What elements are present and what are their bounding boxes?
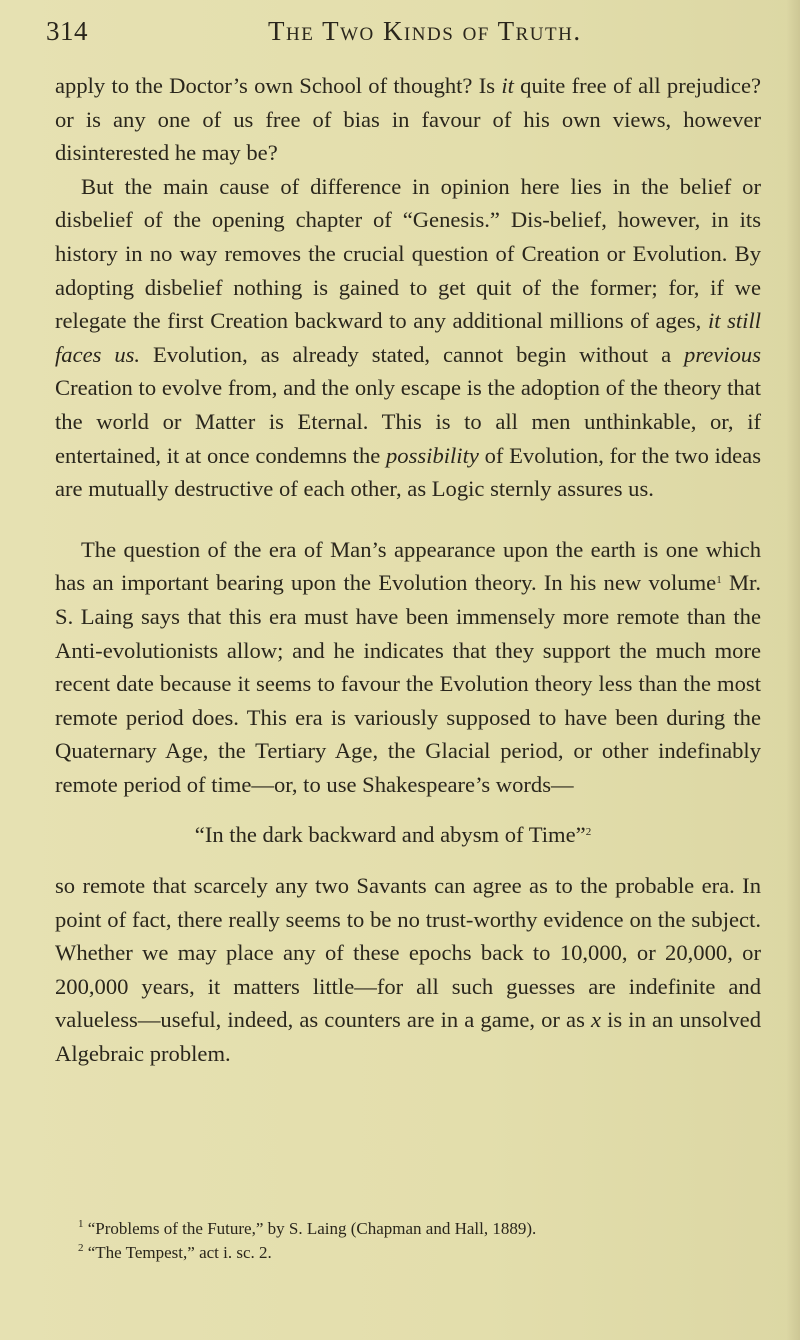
paragraph-1-italic: it xyxy=(501,73,514,98)
paragraph-2-text-a: But the main cause of difference in opinion here lies in the belief or disbelief of the opening chapter of “Genesis.” Dis-belief, however, in its history in no way removes the crucial question of Creation or Evolution. By adopting disbelief nothing is gained to get quit of the former; for, if we relegate the first Creation backward to any additional millions of ages, xyxy=(55,173,761,334)
paragraph-spacer xyxy=(55,506,761,533)
paragraph-2-text-c: Creation to evolve from, and the only escape is the adoption of the theory that the world or Matter is Eternal. This is to all men unthinkable, or, if entertained, it at once condemns the xyxy=(55,375,761,468)
paragraph-4 xyxy=(55,869,761,1071)
paragraph-4-text-b: is in an unsolved Algebraic problem. xyxy=(55,1007,761,1067)
footnote-2-text: “The Tempest,” act i. sc. 2. xyxy=(83,1243,272,1262)
body-text xyxy=(55,69,761,1071)
paragraph-4-text-a: so remote that scarcely any two Savants can agree as to the probable era. In point of fact, there really seems to be no trust-worthy evidence on the subject. Whether we may place any of these epochs back to 10,000, or 20,000, or 200,000 years, it matters little—for all such guesses are indefinite and valueless—useful, indeed, as counters are in a game, or as xyxy=(55,873,761,1033)
paragraph-2-italic-a: it still faces us. xyxy=(55,308,761,367)
paragraph-2-text-b: Evolution, as already stated, cannot begin without a xyxy=(140,341,685,367)
quotation-text: “In the dark backward and abysm of Time” xyxy=(194,822,586,848)
paragraph-2-italic-c: possibility xyxy=(386,442,479,468)
footnote-1-marker: 1 xyxy=(78,1218,84,1230)
paragraph-1-text-a: apply to the Doctor’s own School of thought? Is xyxy=(55,73,502,98)
running-title: The Two Kinds of Truth. xyxy=(268,16,582,46)
paragraph-2-italic-b: previous xyxy=(684,341,761,367)
footnotes xyxy=(78,1217,758,1265)
footnote-1 xyxy=(78,1217,758,1241)
footnote-1-text: “Problems of the Future,” by S. Laing (Chapman and Hall, 1889). xyxy=(83,1219,537,1238)
footnote-2 xyxy=(78,1241,758,1265)
page-number: 314 xyxy=(46,16,88,46)
paragraph-1 xyxy=(55,69,761,170)
paragraph-2 xyxy=(55,170,761,506)
footnote-2-marker: 2 xyxy=(78,1242,84,1254)
footnote-ref-2[interactable]: 2 xyxy=(585,826,592,839)
paragraph-4-italic: x xyxy=(590,1007,602,1033)
paragraph-2-text-d: of Evolution, for the two ideas are mutually destructive of each other, as Logic sternly assures us. xyxy=(55,442,761,502)
page-edge-shadow xyxy=(786,0,800,1340)
paragraph-1-text-b: quite free of all prejudice? or is any one of us free of bias in favour of his own views, however disinterested he may be? xyxy=(55,73,762,166)
footnote-ref-1[interactable]: 1 xyxy=(716,574,722,587)
paragraph-3 xyxy=(55,533,761,802)
paragraph-3-text-b: Mr. S. Laing says that this era must have been immensely more remote than the Anti-evolutionists allow; and he indicates that they support the much more recent date because it seems to favour the Evolution theory less than the most remote period does. This era is variously supposed to have been during the Quaternary Age, the Tertiary Age, the Glacial period, or other indefinably remote period of time—or, to use Shakespeare’s words— xyxy=(55,570,761,797)
quotation xyxy=(55,818,761,852)
paragraph-3-text-a: The question of the era of Man’s appearance upon the earth is one which has an important bearing upon the Evolution theory. In his new volume xyxy=(55,536,761,596)
page-header xyxy=(46,16,758,56)
